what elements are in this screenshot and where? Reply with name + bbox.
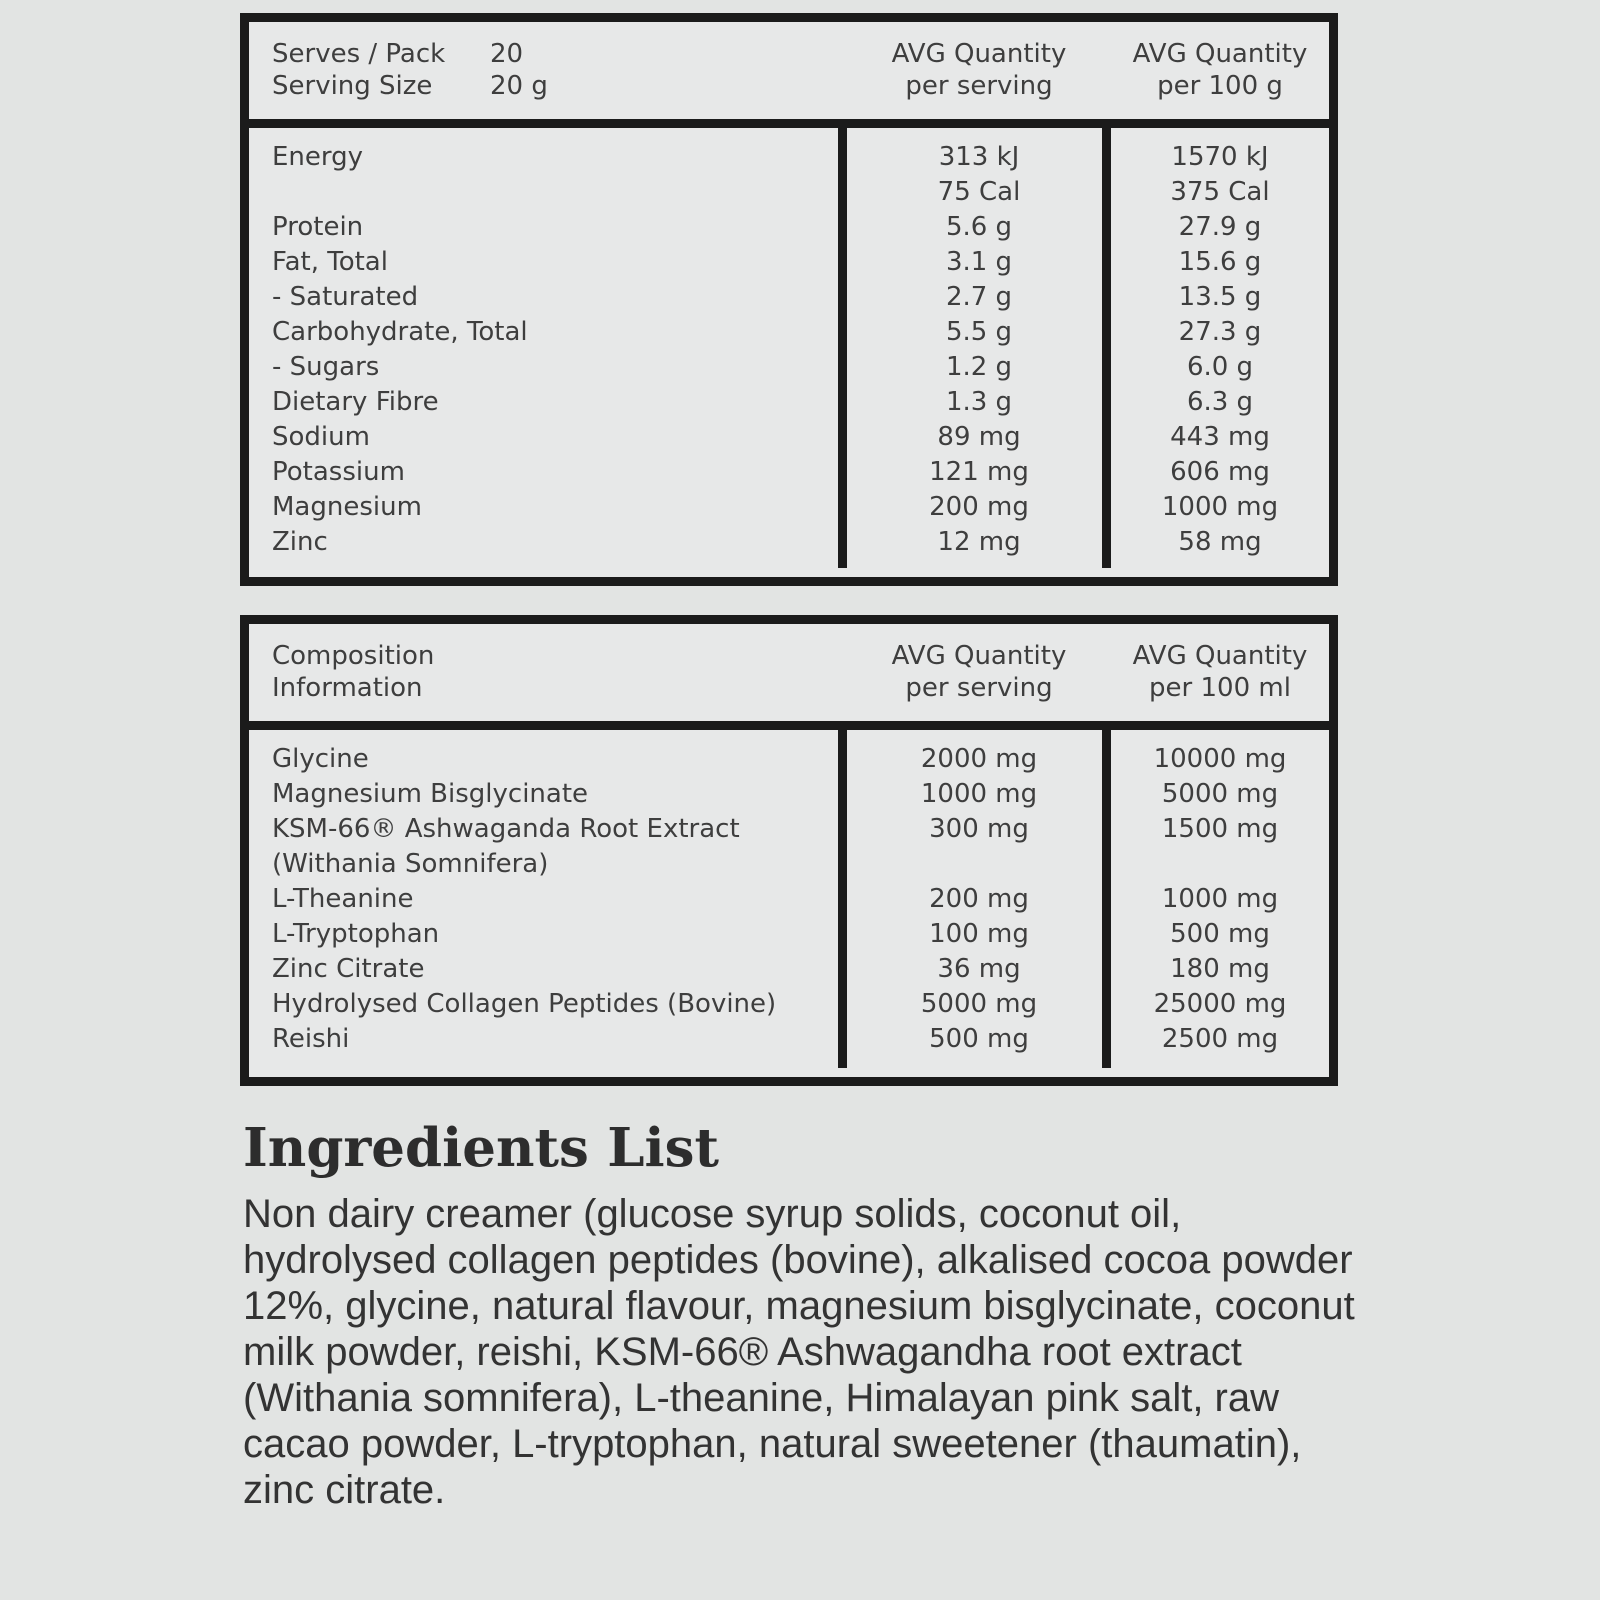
row-label: (Withania Somnifera) (272, 849, 549, 879)
composition-title-line1: Composition (272, 641, 435, 671)
table-row (249, 987, 1329, 1022)
row-label: Energy (272, 142, 364, 172)
table-row (249, 490, 1329, 525)
row-value-per-serving: 200 mg (929, 884, 1029, 914)
table-row (249, 245, 1329, 280)
row-label: Reishi (272, 1024, 350, 1054)
row-value-per-100: 1000 mg (1161, 884, 1279, 914)
serving-info (249, 38, 847, 102)
row-label: - Saturated (272, 282, 419, 312)
nutrition-table-body (249, 119, 1329, 568)
ingredients-list-title: Ingredients List (243, 1117, 719, 1179)
row-label: Sodium (272, 422, 370, 452)
row-value-per-serving: 200 mg (929, 492, 1029, 522)
table-row (249, 525, 1329, 560)
column-header-per-100g-line2: per 100 g (1157, 71, 1283, 101)
row-value-per-serving: 89 mg (937, 422, 1021, 452)
column-header-per-100g-line1: AVG Quantity (1132, 39, 1308, 69)
composition-information-table (240, 615, 1338, 1086)
row-value-per-100: 443 mg (1170, 422, 1270, 452)
table-row (249, 812, 1329, 847)
row-label: Potassium (272, 457, 405, 487)
row-label: Magnesium Bisglycinate (272, 779, 589, 809)
row-value-per-100: 25000 mg (1153, 989, 1287, 1019)
row-value-per-100: 6.3 g (1186, 387, 1254, 417)
column-header-per-serving-line2: per serving (905, 673, 1053, 703)
row-value-per-100: 180 mg (1170, 954, 1270, 984)
row-label: Protein (272, 212, 364, 242)
column-divider (838, 128, 847, 568)
row-label: Zinc Citrate (272, 954, 425, 984)
composition-title (249, 640, 847, 704)
row-label (249, 175, 847, 210)
table-row (249, 420, 1329, 455)
row-value-per-serving: 121 mg (929, 457, 1029, 487)
table-row (249, 917, 1329, 952)
row-value-per-serving: 300 mg (929, 814, 1029, 844)
row-value-per-serving (847, 847, 1111, 882)
table-row (249, 952, 1329, 987)
serving-size-value: 20 g (490, 71, 548, 101)
row-value-per-serving: 1.3 g (945, 387, 1013, 417)
row-value-per-100: 1000 mg (1161, 492, 1279, 522)
table-row (249, 455, 1329, 490)
row-label: L-Tryptophan (272, 919, 440, 949)
table-row (249, 777, 1329, 812)
table-row (249, 742, 1329, 777)
column-divider (1102, 128, 1111, 568)
row-label: Magnesium (272, 492, 422, 522)
row-value-per-100: 58 mg (1178, 527, 1262, 557)
row-value-per-100: 10000 mg (1153, 744, 1287, 774)
row-label: - Sugars (272, 352, 380, 382)
column-header-per-serving-line2: per serving (905, 71, 1053, 101)
row-value-per-100: 1500 mg (1161, 814, 1279, 844)
column-divider (1102, 730, 1111, 1068)
nutrition-information-table (240, 13, 1338, 586)
row-value-per-100: 5000 mg (1161, 779, 1279, 809)
column-header-per-100ml-line2: per 100 ml (1149, 673, 1291, 703)
column-header-per-serving (847, 38, 1111, 102)
row-label: Dietary Fibre (272, 387, 439, 417)
row-value-per-serving: 100 mg (929, 919, 1029, 949)
table-row (249, 280, 1329, 315)
row-label: Zinc (272, 527, 328, 557)
table-row (249, 210, 1329, 245)
nutrition-table-header (249, 22, 1329, 119)
column-header-per-100ml-line1: AVG Quantity (1132, 641, 1308, 671)
row-value-per-serving: 2.7 g (945, 282, 1013, 312)
composition-table-body (249, 721, 1329, 1068)
table-row (249, 1022, 1329, 1057)
row-value-per-serving: 2000 mg (920, 744, 1038, 774)
row-value-per-100: 27.3 g (1178, 317, 1262, 347)
column-header-per-serving-line1: AVG Quantity (891, 39, 1067, 69)
row-value-per-serving: 5.6 g (945, 212, 1013, 242)
row-label: Glycine (272, 744, 369, 774)
row-value-per-serving: 313 kJ (938, 142, 1020, 172)
serves-per-pack-value: 20 (490, 39, 524, 69)
row-value-per-100: 606 mg (1170, 457, 1270, 487)
serves-per-pack-label: Serves / Pack (272, 39, 446, 69)
composition-table-header (249, 624, 1329, 721)
table-row (249, 175, 1329, 210)
table-row (249, 882, 1329, 917)
row-value-per-100 (1111, 847, 1329, 882)
row-value-per-100: 375 Cal (1170, 177, 1270, 207)
composition-title-line2: Information (272, 673, 423, 703)
column-header-per-serving (847, 640, 1111, 704)
row-value-per-serving: 36 mg (937, 954, 1021, 984)
row-value-per-100: 27.9 g (1178, 212, 1262, 242)
row-value-per-100: 500 mg (1170, 919, 1270, 949)
row-value-per-100: 2500 mg (1161, 1024, 1279, 1054)
row-value-per-100: 1570 kJ (1171, 142, 1269, 172)
table-row (249, 385, 1329, 420)
row-label: Fat, Total (272, 247, 388, 277)
row-value-per-100: 13.5 g (1178, 282, 1262, 312)
column-header-per-100ml (1111, 640, 1329, 704)
serving-size-row (272, 70, 847, 102)
row-value-per-serving: 500 mg (929, 1024, 1029, 1054)
table-row (249, 315, 1329, 350)
serving-size-label: Serving Size (272, 71, 433, 101)
row-label: L-Theanine (272, 884, 414, 914)
row-value-per-serving: 3.1 g (945, 247, 1013, 277)
ingredients-list-text: Non dairy creamer (glucose syrup solids, coconut oil, hydrolysed collagen peptides (bovine), alkalised cocoa powder 12%, glycine, natural flavour, magnesium bisglycinate, coconut milk powder, reishi, KSM-66® Ashwagandha root extract (Withania somnifera), L-theanine, Himalayan pink salt, raw cacao powder, L-tryptophan, natural sweetener (thaumatin), zinc citrate. (243, 1192, 1355, 1512)
column-header-per-serving-line1: AVG Quantity (891, 641, 1067, 671)
row-value-per-serving: 1000 mg (920, 779, 1038, 809)
row-value-per-serving: 75 Cal (937, 177, 1021, 207)
row-value-per-serving: 5000 mg (920, 989, 1038, 1019)
table-row (249, 350, 1329, 385)
row-value-per-100: 15.6 g (1178, 247, 1262, 277)
row-label: Hydrolysed Collagen Peptides (Bovine) (272, 989, 777, 1019)
row-value-per-100: 6.0 g (1186, 352, 1254, 382)
row-label: KSM-66® Ashwaganda Root Extract (272, 814, 740, 844)
row-label: Carbohydrate, Total (272, 317, 528, 347)
column-header-per-100g (1111, 38, 1329, 102)
column-divider (838, 730, 847, 1068)
row-value-per-serving: 5.5 g (945, 317, 1013, 347)
row-value-per-serving: 12 mg (937, 527, 1021, 557)
row-value-per-serving: 1.2 g (945, 352, 1013, 382)
serves-per-pack-row (272, 38, 847, 70)
table-row (249, 140, 1329, 175)
table-row (249, 847, 1329, 882)
